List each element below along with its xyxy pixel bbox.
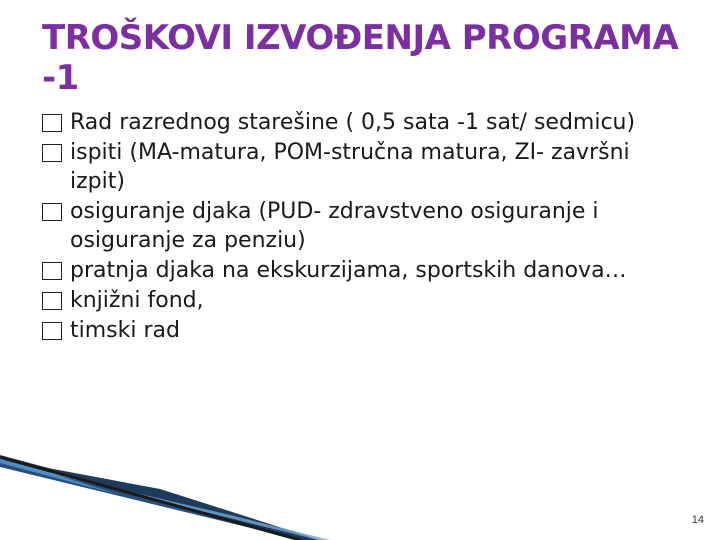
bullet-text: Rad razrednog starešine ( 0,5 sata -1 sat/ sedmicu)	[70, 110, 636, 135]
bullet-item	[42, 286, 682, 315]
bullet-box-icon	[42, 203, 62, 221]
bullet-box-icon	[42, 262, 62, 280]
bullet-text: pratnja djaka na ekskurzijama, sportskih danova…	[70, 258, 627, 283]
bullet-box-icon	[42, 292, 62, 310]
bullet-list	[42, 108, 682, 346]
bullet-item	[42, 316, 682, 345]
decorative-swoosh	[0, 445, 720, 540]
bullet-box-icon	[42, 322, 62, 340]
bullet-text: timski rad	[70, 318, 180, 343]
bullet-box-icon	[42, 144, 62, 162]
slide-title: TROŠKOVI IZVOĐENJA PROGRAMA -1	[42, 18, 679, 98]
bullet-item	[42, 256, 682, 285]
bullet-box-icon	[42, 114, 62, 132]
bullet-text: knjižni fond,	[70, 288, 204, 313]
bullet-text: osiguranje djaka (PUD- zdravstveno osiguranje i osiguranje za penziu)	[70, 199, 599, 253]
page-number: 14	[691, 514, 704, 526]
bullet-item	[42, 197, 682, 255]
bullet-item	[42, 138, 682, 196]
bullet-item	[42, 108, 682, 137]
bullet-text: ispiti (MA-matura, POM-stručna matura, ZI- završni izpit)	[70, 140, 630, 194]
